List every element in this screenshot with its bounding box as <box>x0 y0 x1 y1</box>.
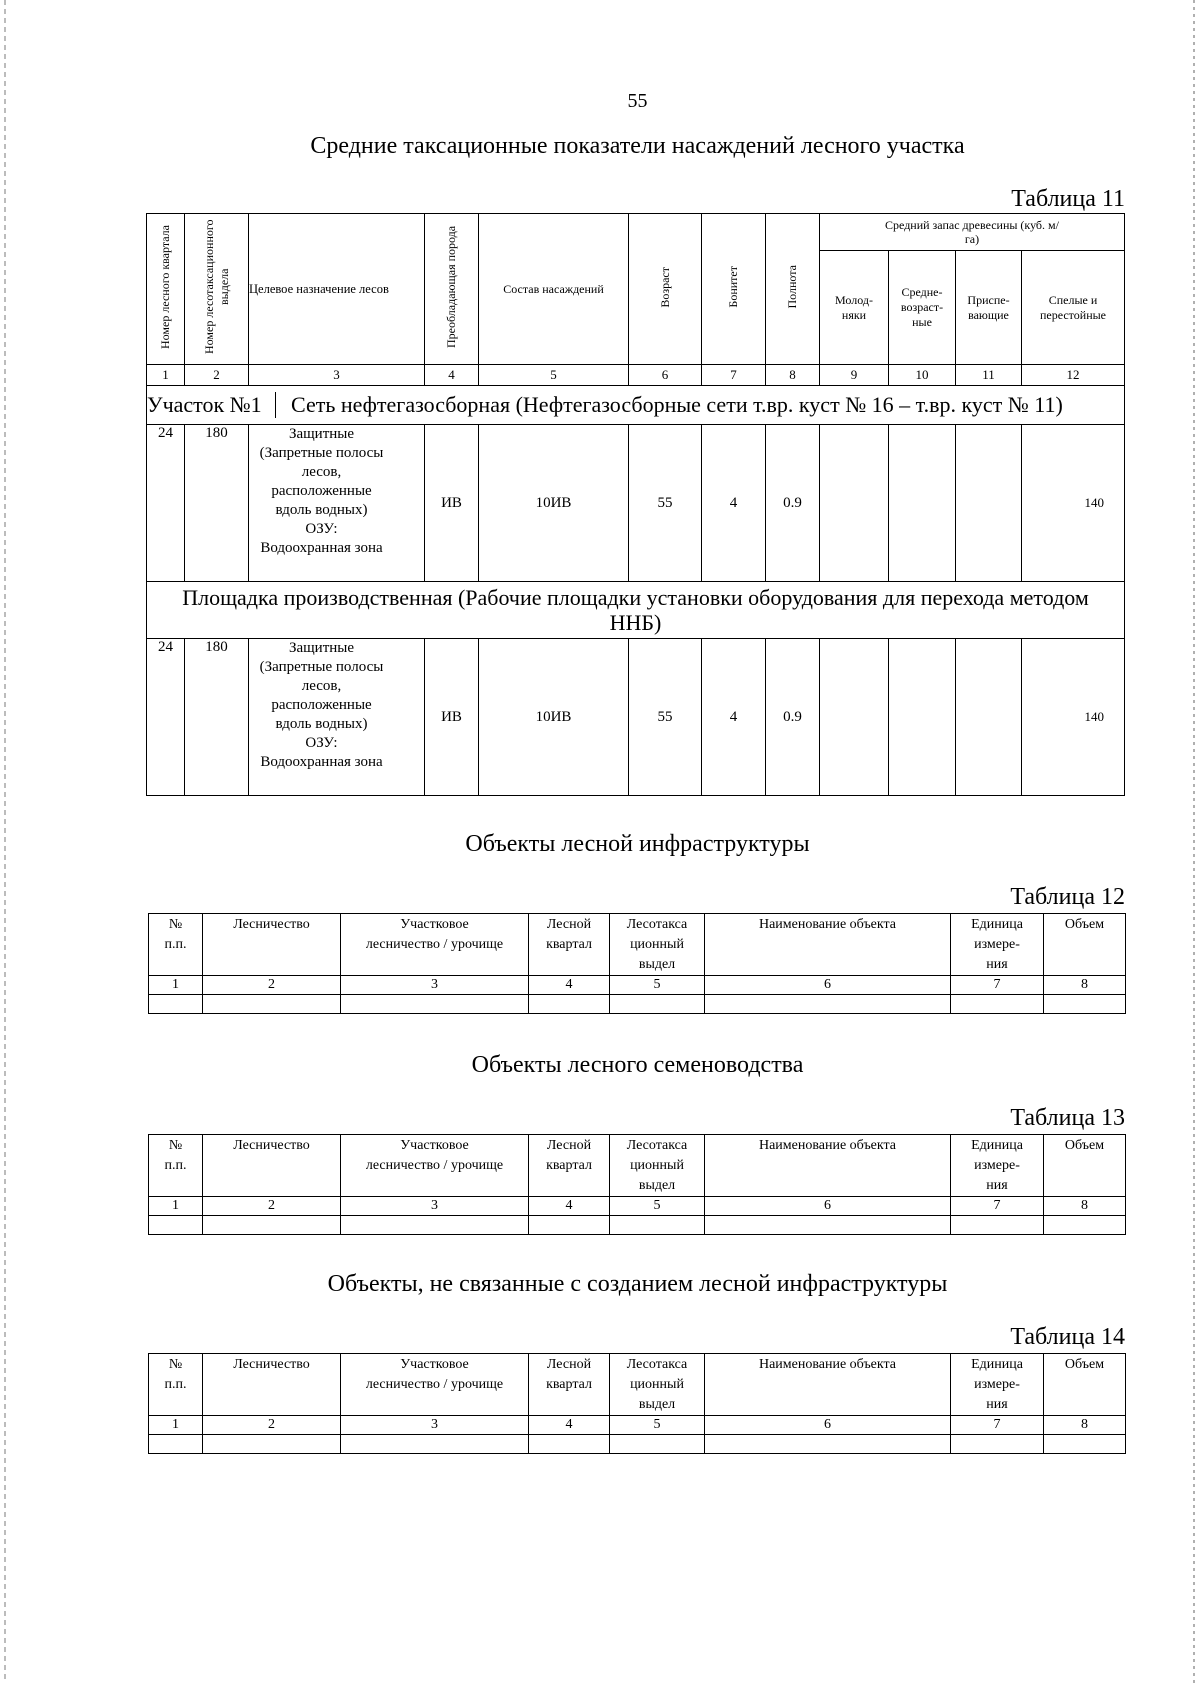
table-11 <box>146 213 1125 796</box>
cell-molodnyaki <box>820 425 889 582</box>
col-number: 9 <box>820 365 889 386</box>
col-header-vydel: Лесотакса ционный выдел <box>610 914 705 976</box>
col-header-molodnyaki: Молод-няки <box>820 251 889 365</box>
col-number: 2 <box>203 976 341 995</box>
col-header-vydel: Лесотакса ционный выдел <box>610 1354 705 1416</box>
col-header-kvartal: Номер лесного квартала <box>147 214 185 365</box>
col-number: 5 <box>610 1197 705 1216</box>
col-header-spelye: Спелые и перестойные <box>1022 251 1125 365</box>
scan-edge-right <box>1193 0 1195 1683</box>
col-header-uchastkovoe: Участковое лесничество / урочище <box>341 914 529 976</box>
col-header-volume: Объем <box>1044 1354 1126 1416</box>
col-header-kvartal: Лесной квартал <box>529 914 610 976</box>
cell-poroda: ИВ <box>425 425 479 582</box>
table-row <box>149 1216 1126 1235</box>
col-number: 5 <box>479 365 629 386</box>
table-row <box>147 639 1125 796</box>
seed-heading: Объекты лесного семеноводства <box>471 1052 804 1078</box>
col-number: 4 <box>529 1197 610 1216</box>
col-number: 3 <box>249 365 425 386</box>
col-number: 7 <box>702 365 766 386</box>
col-header-object-name: Наименование объекта <box>705 1354 951 1416</box>
col-header-polnota: Полнота <box>766 214 820 365</box>
col-header-vydel: Номер лесотаксационного выдела <box>185 214 249 365</box>
col-number: 1 <box>149 1416 203 1435</box>
col-number: 8 <box>766 365 820 386</box>
main-heading: Средние таксационные показатели насаждений лесного участка <box>310 133 965 159</box>
col-header-unit: Единица измере- ния <box>951 1354 1044 1416</box>
cell-sostav: 10ИВ <box>479 425 629 582</box>
cell-polnota: 0.9 <box>766 425 820 582</box>
col-header-purpose: Целевое назначение лесов <box>249 214 425 365</box>
table14-label: Таблица 14 <box>1010 1324 1125 1350</box>
col-header-sostav: Состав насаждений <box>479 214 629 365</box>
col-number: 6 <box>705 1197 951 1216</box>
col-number: 5 <box>610 1416 705 1435</box>
cell-srednevozrastnye <box>889 639 956 796</box>
cell-kvartal: 24 <box>147 639 185 796</box>
table13-label: Таблица 13 <box>1010 1105 1125 1131</box>
col-number: 4 <box>529 1416 610 1435</box>
cell-molodnyaki <box>820 639 889 796</box>
col-header-group-zapas: Средний запас древесины (куб. м/га) <box>820 214 1125 251</box>
cell-vozrast: 55 <box>629 425 702 582</box>
table11-label: Таблица 11 <box>1011 186 1125 212</box>
col-number: 8 <box>1044 1416 1126 1435</box>
col-number: 1 <box>149 1197 203 1216</box>
table-row <box>149 995 1126 1014</box>
col-number: 2 <box>203 1197 341 1216</box>
col-number: 6 <box>629 365 702 386</box>
cell-srednevozrastnye <box>889 425 956 582</box>
section-row-1 <box>147 386 1125 425</box>
cell-vydel: 180 <box>185 425 249 582</box>
col-number: 7 <box>951 976 1044 995</box>
cell-prispevayushchie <box>956 425 1022 582</box>
col-number: 4 <box>425 365 479 386</box>
col-header-srednevozrastnye: Средне-возраст-ные <box>889 251 956 365</box>
cell-purpose: Защитные (Запретные полосы лесов, расположенные вдоль водных) ОЗУ: Водоохранная зона <box>249 639 425 796</box>
table-row <box>149 1435 1126 1454</box>
col-header-num: № п.п. <box>149 1135 203 1197</box>
col-number: 1 <box>149 976 203 995</box>
cell-vydel: 180 <box>185 639 249 796</box>
cell-poroda: ИВ <box>425 639 479 796</box>
col-header-vydel: Лесотакса ционный выдел <box>610 1135 705 1197</box>
col-number: 2 <box>203 1416 341 1435</box>
col-header-unit: Единица измере- ния <box>951 914 1044 976</box>
scan-edge-left <box>4 0 6 1683</box>
col-number: 7 <box>951 1197 1044 1216</box>
col-number: 5 <box>610 976 705 995</box>
cell-bonitet: 4 <box>702 639 766 796</box>
table-14 <box>148 1353 1126 1454</box>
cell-polnota: 0.9 <box>766 639 820 796</box>
col-header-object-name: Наименование объекта <box>705 1135 951 1197</box>
col-number: 7 <box>951 1416 1044 1435</box>
col-header-num: № п.п. <box>149 914 203 976</box>
col-number: 3 <box>341 976 529 995</box>
section-label: Участок №1 <box>147 392 276 418</box>
col-number: 8 <box>1044 976 1126 995</box>
col-header-num: № п.п. <box>149 1354 203 1416</box>
col-number: 2 <box>185 365 249 386</box>
cell-sostav: 10ИВ <box>479 639 629 796</box>
col-number: 11 <box>956 365 1022 386</box>
col-header-object-name: Наименование объекта <box>705 914 951 976</box>
cell-spelye: 140 <box>1022 425 1125 582</box>
cell-purpose: Защитные (Запретные полосы лесов, расположенные вдоль водных) ОЗУ: Водоохранная зона <box>249 425 425 582</box>
col-header-volume: Объем <box>1044 914 1126 976</box>
cell-prispevayushchie <box>956 639 1022 796</box>
col-header-poroda: Преобладающая порода <box>425 214 479 365</box>
col-header-bonitet: Бонитет <box>702 214 766 365</box>
col-number: 6 <box>705 1416 951 1435</box>
col-number: 12 <box>1022 365 1125 386</box>
col-header-lesnichestvo: Лесничество <box>203 1354 341 1416</box>
table12-label: Таблица 12 <box>1010 884 1125 910</box>
page-number: 55 <box>627 90 648 112</box>
table-13 <box>148 1134 1126 1235</box>
col-number: 4 <box>529 976 610 995</box>
cell-bonitet: 4 <box>702 425 766 582</box>
col-header-uchastkovoe: Участковое лесничество / урочище <box>341 1354 529 1416</box>
col-header-kvartal: Лесной квартал <box>529 1135 610 1197</box>
col-number: 1 <box>147 365 185 386</box>
col-header-vozrast: Возраст <box>629 214 702 365</box>
col-header-prispevayushchie: Приспе-вающие <box>956 251 1022 365</box>
col-header-uchastkovoe: Участковое лесничество / урочище <box>341 1135 529 1197</box>
table-12 <box>148 913 1126 1014</box>
cell-spelye: 140 <box>1022 639 1125 796</box>
col-number: 3 <box>341 1197 529 1216</box>
col-header-lesnichestvo: Лесничество <box>203 1135 341 1197</box>
col-number: 6 <box>705 976 951 995</box>
col-number: 8 <box>1044 1197 1126 1216</box>
col-number: 3 <box>341 1416 529 1435</box>
section-title: Сеть нефтегазосборная (Нефтегазосборные сети т.вр. куст № 16 – т.вр. куст № 11) <box>291 392 1063 417</box>
col-header-volume: Объем <box>1044 1135 1126 1197</box>
cell-vozrast: 55 <box>629 639 702 796</box>
col-number: 10 <box>889 365 956 386</box>
table-row <box>147 425 1125 582</box>
non-infra-heading: Объекты, не связанные с созданием лесной инфраструктуры <box>327 1271 948 1297</box>
col-header-kvartal: Лесной квартал <box>529 1354 610 1416</box>
infra-heading: Объекты лесной инфраструктуры <box>465 831 810 857</box>
col-header-lesnichestvo: Лесничество <box>203 914 341 976</box>
cell-kvartal: 24 <box>147 425 185 582</box>
col-header-unit: Единица измере- ния <box>951 1135 1044 1197</box>
section-row-2: Площадка производственная (Рабочие площадки установки оборудования для перехода методом ННБ) <box>147 582 1125 639</box>
